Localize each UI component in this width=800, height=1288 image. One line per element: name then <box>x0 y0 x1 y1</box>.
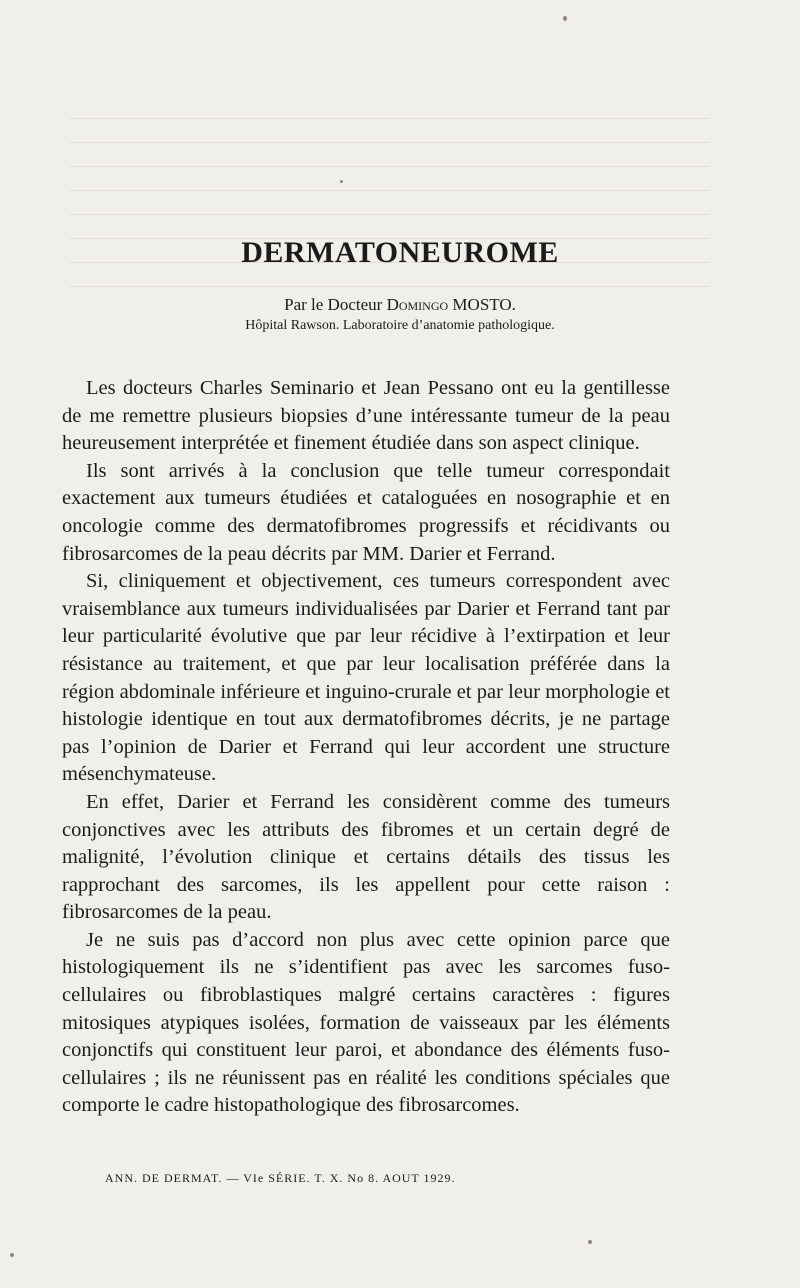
paragraph: Ils sont arrivés à la conclusion que telle tumeur correspondait exactement aux tumeurs étudiées et cataloguées en nosographie et en oncologie comme des dermatofibromes progressifs et récidivants ou fibrosarcomes de la peau décrits par MM. Darier et Ferrand. <box>62 459 670 565</box>
author-last-name: MOSTO. <box>452 295 516 314</box>
paper-speck <box>340 180 343 183</box>
paragraph: En effet, Darier et Ferrand les considèrent comme des tumeurs conjonctives avec les attributs des fibromes et un certain degré de malignité, l’évolution clinique et certains détails des tissus les rapprochant des sarcomes, ils les appellent pour cette raison : fibrosarcomes de la peau. <box>62 790 670 924</box>
paragraph: Je ne suis pas d’accord non plus avec cette opinion parce que histologiquement ils ne s’identifient pas avec les sarcomes fuso-cellulaires ou fibroblastiques malgré certains caractères : figures mitosiques atypiques isolées, formation de vaisseaux par les éléments conjonctifs qui constituent leur paroi, et abondance des éléments fuso-cellulaires ; ils ne réunissent pas en réalité les conditions spéciales que comporte le cadre histopathologique des fibrosarcomes. <box>62 928 670 1117</box>
paragraph: Les docteurs Charles Seminario et Jean Pessano ont eu la gentillesse de me remettre plusieurs biopsies d’une intéressante tumeur de la peau heureusement interprétée et finement étudiée dans son aspect clinique. <box>62 377 670 455</box>
paper-speck <box>588 1240 592 1244</box>
author-line <box>0 295 800 315</box>
author-affiliation: Hôpital Rawson. Laboratoire d’anatomie pathologique. <box>245 318 555 333</box>
paper-speck <box>563 16 567 21</box>
paper-speck <box>10 1253 14 1257</box>
article-body <box>62 375 670 1120</box>
author-first-name: Domingo <box>386 295 449 314</box>
bleed-through-lines <box>70 118 710 310</box>
author-prefix: Par le Docteur <box>284 295 383 314</box>
paragraph: Si, cliniquement et objectivement, ces tumeurs correspondent avec vraisemblance aux tumeurs individualisées par Darier et Ferrand tant par leur particularité évolutive que par leur récidive à l’extirpation et leur résistance au traitement, et que par leur localisation préférée dans la région abdominale inférieure et inguino-crurale et par leur morphologie et histologie identique en tout aux dermatofibromes décrits, je ne partage pas l’opinion de Darier et Ferrand qui leur accordent une structure mésenchymateuse. <box>62 570 670 786</box>
journal-footer: ANN. DE DERMAT. — VIe SÉRIE. T. X. No 8. AOUT 1929. <box>105 1171 456 1185</box>
article-title: DERMATONEUROME <box>241 236 559 269</box>
